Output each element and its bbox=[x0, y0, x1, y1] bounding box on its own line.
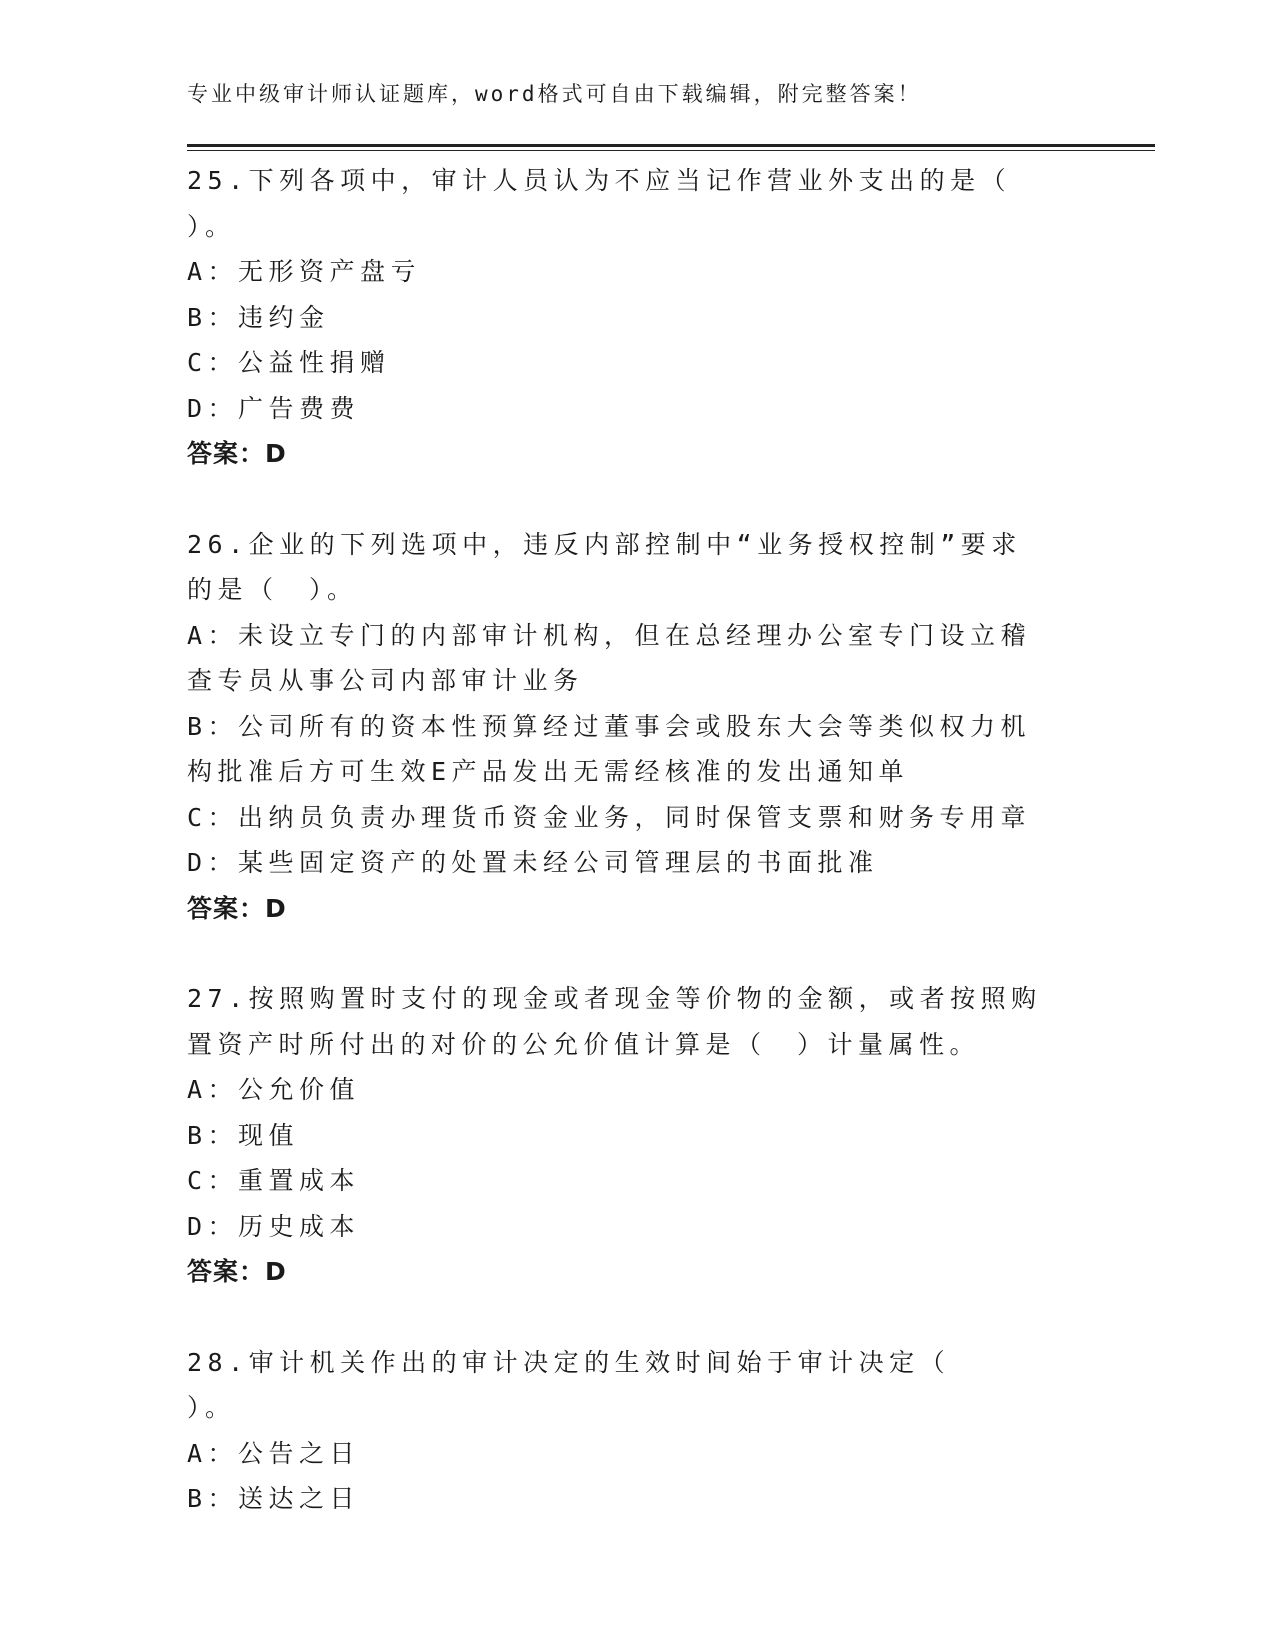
question-28 bbox=[187, 1340, 1047, 1522]
option-a: A：无形资产盘亏 bbox=[187, 257, 422, 286]
option-b: B：现值 bbox=[187, 1120, 300, 1150]
option-c: C：公益性捐赠 bbox=[187, 348, 391, 377]
question-25 bbox=[187, 158, 1073, 477]
option-a: A：未设立专门的内部审计机构，但在总经理办公室专门设立稽查专员从事公司内部审计业务 bbox=[187, 620, 1032, 695]
option-b: B：送达之日 bbox=[187, 1484, 361, 1513]
question-stem: 25.下列各项中，审计人员认为不应当记作营业外支出的是（ ）。 bbox=[187, 166, 1073, 241]
question-list bbox=[187, 158, 1073, 1522]
answer-line: 答案：D bbox=[187, 1257, 287, 1286]
divider-thick-line bbox=[187, 144, 1155, 147]
option-d: D：历史成本 bbox=[187, 1211, 361, 1241]
question-26 bbox=[187, 522, 1047, 932]
answer-line: 答案：D bbox=[187, 893, 287, 923]
option-a: A：公允价值 bbox=[187, 1075, 361, 1104]
option-c: C：重置成本 bbox=[187, 1166, 361, 1195]
option-d: D：某些固定资产的处置未经公司管理层的书面批准 bbox=[187, 848, 879, 877]
question-stem: 26.企业的下列选项中，违反内部控制中“业务授权控制”要求的是（ ）。 bbox=[187, 529, 1022, 604]
header-divider bbox=[187, 144, 1155, 151]
option-b: B：违约金 bbox=[187, 302, 330, 332]
question-stem: 27.按照购置时支付的现金或者现金等价物的金额，或者按照购置资产时所付出的对价的公允价值计算是（ ）计量属性。 bbox=[187, 984, 1042, 1059]
answer-line: 答案：D bbox=[187, 439, 287, 468]
option-b: B：公司所有的资本性预算经过董事会或股东大会等类似权力机构批准后方可生效E产品发出无需经核准的发出通知单 bbox=[187, 711, 1032, 786]
option-a: A：公告之日 bbox=[187, 1438, 361, 1468]
question-27 bbox=[187, 976, 1047, 1295]
question-stem: 28.审计机关作出的审计决定的生效时间始于审计决定（ ）。 bbox=[187, 1347, 1012, 1422]
option-c: C：出纳员负责办理货币资金业务，同时保管支票和财务专用章 bbox=[187, 802, 1032, 832]
header-note: 专业中级审计师认证题库，word格式可自由下载编辑，附完整答案！ bbox=[187, 82, 922, 106]
divider-thin-line bbox=[187, 150, 1155, 151]
option-d: D：广告费费 bbox=[187, 393, 361, 423]
